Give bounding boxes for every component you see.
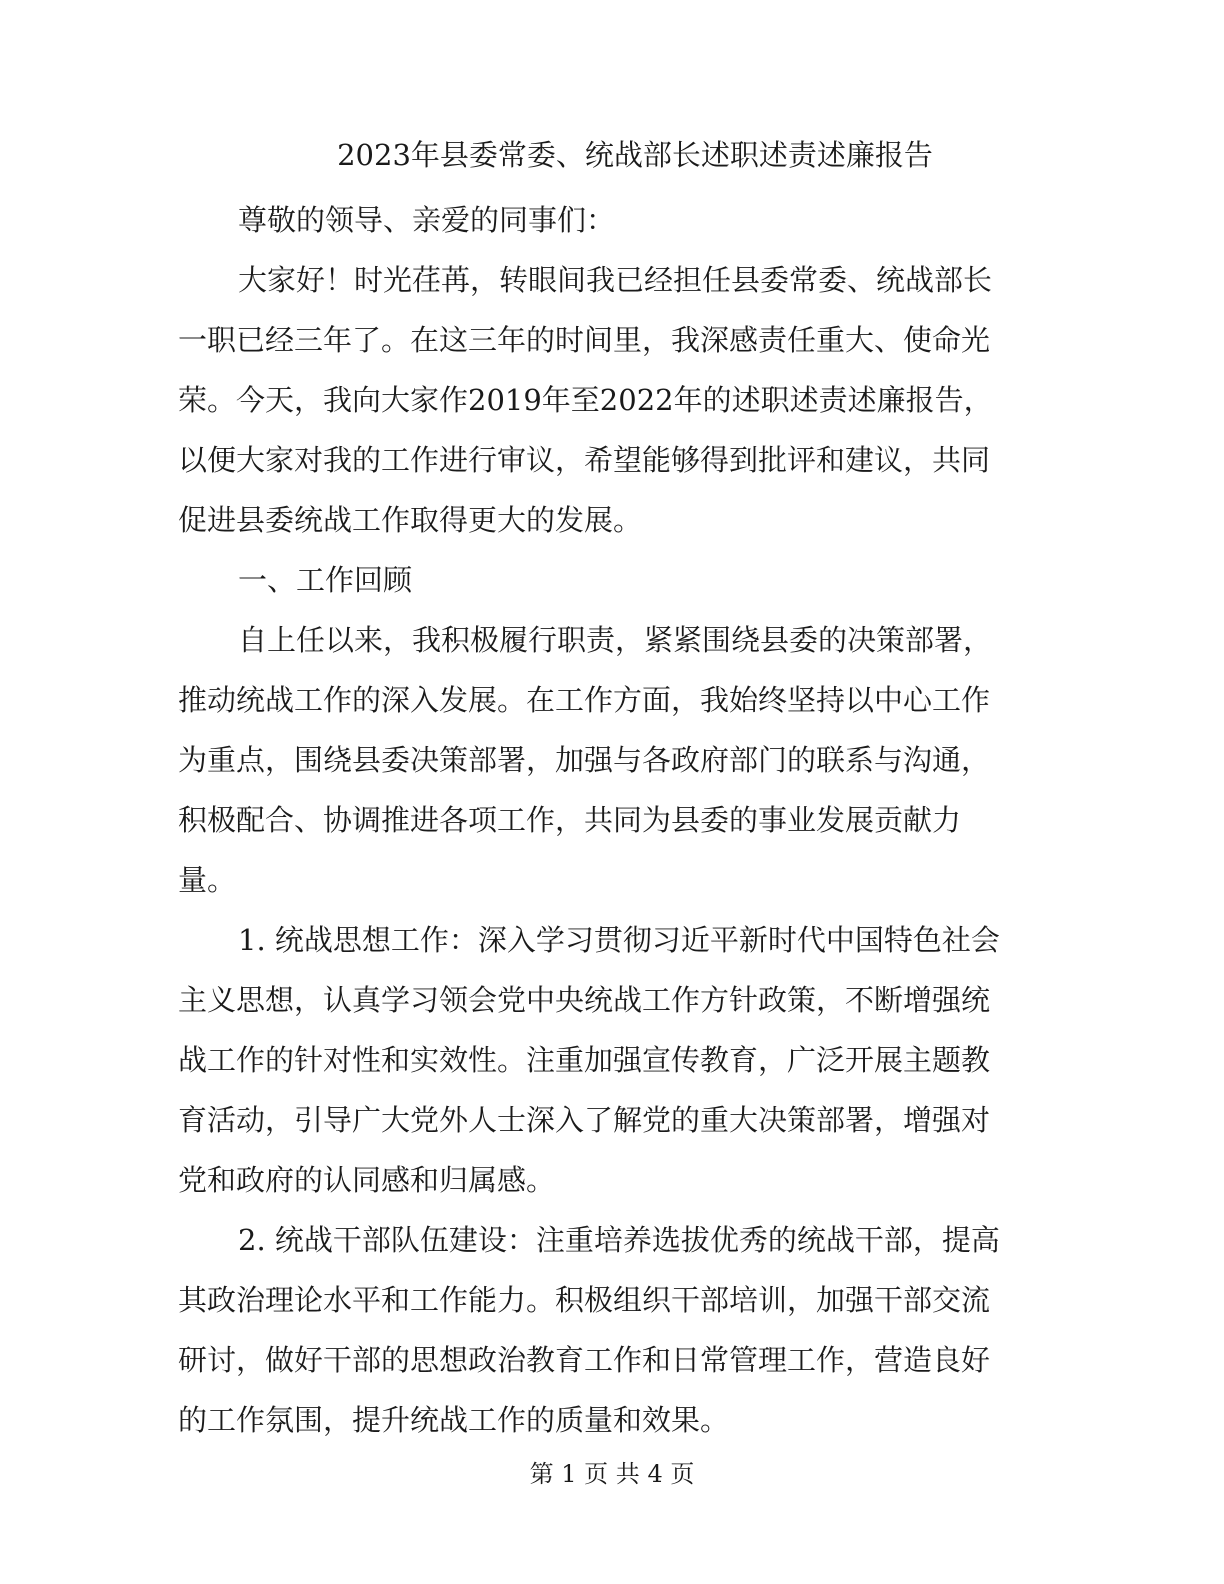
page-footer: 第 1 页 共 4 页 <box>529 1460 695 1488</box>
text-line: 为重点，围绕县委决策部署，加强与各政府部门的联系与沟通， <box>178 743 991 777</box>
text-line: 推动统战工作的深入发展。在工作方面，我始终坚持以中心工作 <box>178 683 991 717</box>
text-line: 一、工作回顾 <box>238 563 413 597</box>
text-line: 1. 统战思想工作：深入学习贯彻习近平新时代中国特色社会 <box>238 923 1000 957</box>
text-line: 战工作的针对性和实效性。注重加强宣传教育，广泛开展主题教 <box>178 1043 991 1077</box>
text-line: 2. 统战干部队伍建设：注重培养选拔优秀的统战干部，提高 <box>238 1223 1000 1257</box>
text-line: 促进县委统战工作取得更大的发展。 <box>178 503 643 537</box>
text-line: 主义思想，认真学习领会党中央统战工作方针政策，不断增强统 <box>178 983 991 1017</box>
document-body <box>178 190 1028 1450</box>
text-line: 尊敬的领导、亲爱的同事们： <box>238 203 616 237</box>
text-line: 量。 <box>178 863 237 897</box>
text-line: 研讨，做好干部的思想政治教育工作和日常管理工作，营造良好 <box>178 1343 991 1377</box>
text-line: 其政治理论水平和工作能力。积极组织干部培训，加强干部交流 <box>178 1283 991 1317</box>
text-line: 以便大家对我的工作进行审议，希望能够得到批评和建议，共同 <box>178 443 991 477</box>
text-line: 荣。今天，我向大家作2019年至2022年的述职述责述廉报告， <box>178 383 993 417</box>
text-line: 的工作氛围，提升统战工作的质量和效果。 <box>178 1403 730 1437</box>
document-title: 2023年县委常委、统战部长述职述责述廉报告 <box>337 138 933 172</box>
text-line: 积极配合、协调推进各项工作，共同为县委的事业发展贡献力 <box>178 803 962 837</box>
text-line: 育活动，引导广大党外人士深入了解党的重大决策部署，增强对 <box>178 1103 991 1137</box>
text-line: 党和政府的认同感和归属感。 <box>178 1163 556 1197</box>
text-line: 大家好！时光荏苒，转眼间我已经担任县委常委、统战部长 <box>238 263 993 297</box>
text-line: 自上任以来，我积极履行职责，紧紧围绕县委的决策部署， <box>238 623 993 657</box>
text-line: 一职已经三年了。在这三年的时间里，我深感责任重大、使命光 <box>178 323 991 357</box>
